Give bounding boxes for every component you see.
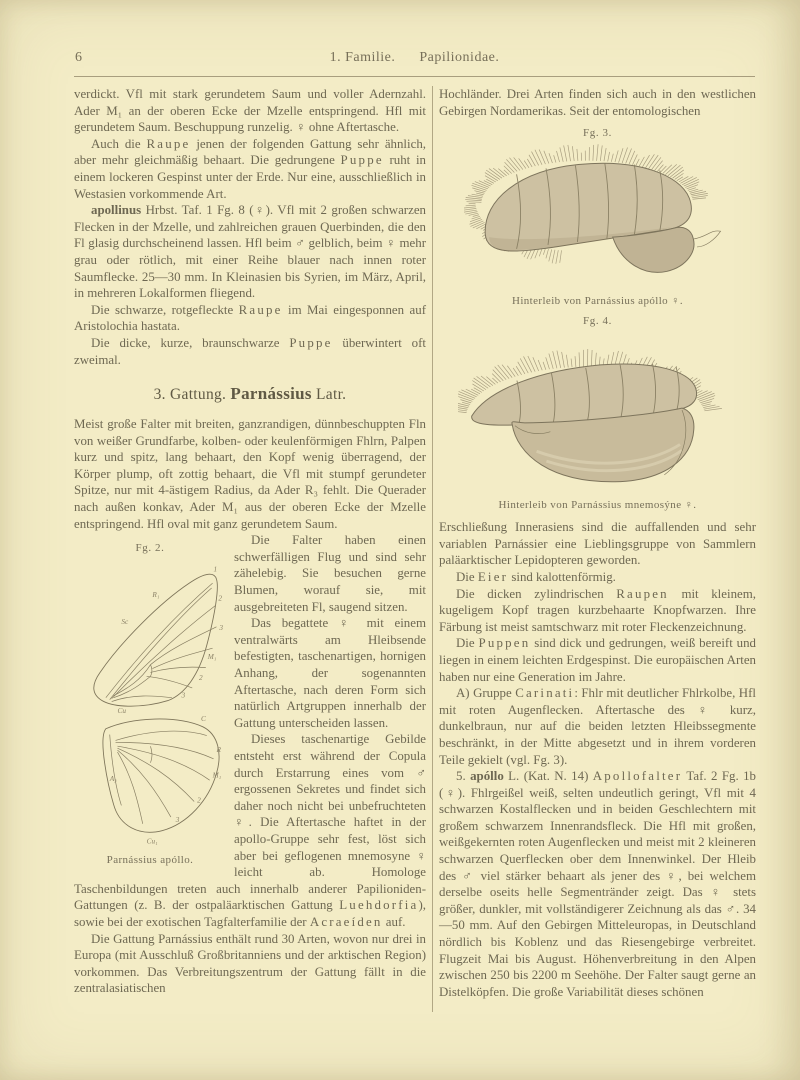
svg-text:2: 2 [197,796,201,805]
figure3-label: Fg. 3. [583,127,612,140]
svg-text:Cu₁: Cu₁ [146,837,158,846]
paragraph-erschliessung: Erschließung Innerasiens sind die auffallenden und sehr variablen Parnássier eine Lieblingsgruppe von Sammlern paläarktischer Lepidopteren geworden. [439,520,756,568]
svg-text:R₁: R₁ [152,591,160,600]
svg-text:R: R [216,746,221,755]
paragraph-aftertasche: Das begattete ♀ mit einem ventralwärts am Hleibsende befestigten, taschenartigen, hornigen Anhang, der sogenannten Aftertasche, nach deren Form sich natürlich Artgruppen innerhalb der Gattung unterscheiden lassen. [234,616,426,730]
paragraph-apollo-species: 5. apóllo L. (Kat. N. 14) Apollofalter Taf. 2 Fg. 1b (♀). Fhlrgeißel weiß, selten undeutlich geringt, Vfl mit 4 schwarzen Kostalflecken und in beiden Geschlechtern mit großem schwarzem Innenrandsfleck. Die Hfl mit großen, weißgekernten roten Augenflecken und meist mit 2 kleineren schwarzen Querflecken ober dem Innenwinkel. Der Hleib des ♂ viel stärker behaart als jener des ♀, bei welchem derselbe oseits helle Segmentränder zeigt. Das ♀ stets größer, dunkler, mit vollständigerer Zeichnung als das ♂. 34—50 mm. Auf den Gebirgen Mitteleuropas, in Deutschland nördlich bis Koblenz und das Riesengebirge verbreitet. Flugzeit Mai bis August. Höhenverbreitung in den Alpen zwischen 250 bis 2200 m Seehöhe. Der Falter saugt gerne an Distelköpfen. Die große Variabilität dieses schönen [439,769,756,999]
paragraph-genus-description: Meist große Falter mit breiten, ganzrandigen, dünnbeschuppten Fln von weißer Grundfarbe, kolben- oder keulenförmigen Fhlrn, Palpen kurz und spitz, lang behaart, den Kopf wenig überragend, der Körper plump, oft zottig behaart, die Vfl mit stumpf gerundeter Spitze, nur mit 4-ästigem Radius, da Ader R₃ fehlt. Die Querader nach außen konkav, Ader M₁ aus der oberen Ecke der Mzelle entspringend. Hfl oval mit ganz gerundetem Saum. [74,417,426,531]
svg-text:2: 2 [218,594,223,603]
left-column [74,86,426,1040]
svg-text:M₁: M₁ [212,771,222,780]
figure3-caption: Hinterleib von Parnássius apóllo ♀. [511,295,684,308]
running-head-family: 1. Familie. [329,50,396,65]
svg-text:3: 3 [175,816,180,825]
paragraph-apollinus-raupe: Die schwarze, rotgefleckte Raupe im Mai eingesponnen auf Aristolochia hastata. [74,302,426,334]
figure2-label: Fg. 2. [135,542,165,555]
figure4 [439,315,756,511]
apollo-abdomen-drawing [464,141,732,293]
running-head-name: Papilionidae. [419,50,500,65]
header-rule [74,76,755,77]
figure4-label: Fg. 4. [583,315,612,328]
figure2-section [74,532,426,997]
right-column [439,86,756,1040]
running-head [75,50,754,66]
paragraph-gruppe-carinati: A) Gruppe Carinati: Fhlr mit deutlicher Fhlrkolbe, Hfl mit roten Augenflecken. Aftertasche des ♀ kurz, dunkelbraun, nur auf die beiden letzten Hleibssegmente beschränkt, in der Mitte abgesetzt und in ihrem vorderen Teile gekielt (vgl. Fg. 3). [439,686,756,767]
paragraph-apollinus: apollinus Hrbst. Taf. 1 Fg. 8 (♀). Vfl mit 2 großen schwarzen Flecken in der Mzelle, und zahlreichen grauen Querbinden, die den Fl glasig durchscheinend lassen. Hfl beim ♂ gelblich, beim ♀ mehr grau oder rötlich, mit einer Reihe blauer nach innen roter Saumflecke. 25—30 mm. In Kleinasien bis Syrien, im März, April, in mehreren Lokalformen fliegend. [74,203,426,301]
figure2-caption: Parnássius apóllo. [106,854,194,867]
svg-text:3: 3 [219,624,224,633]
paragraph-eier: Die Eier sind kalottenförmig. [456,569,616,584]
mnemosyne-abdomen-drawing [458,329,738,497]
paragraph-puppen: Die Puppen sind dick und gedrungen, weiß bereift und liegen in einem leichten Erdgespinst. Die europäischen Arten haben nur eine Generation im Jahre. [439,636,756,684]
two-column-text [74,86,756,1040]
svg-text:3: 3 [181,691,186,700]
paragraph-continuation: verdickt. Vfl mit stark gerundetem Saum und voller Adernzahl. Ader M₁ an der oberen Ecke der Mzelle entspringend. Hfl mit gerundetem Saum. Beschuppung runzelig. ♀ ohne Aftertasche. [74,87,426,135]
paragraph-raupe-puppe: Auch die Raupe jenen der folgenden Gattung sehr ähnlich, aber mehr gleichmäßig behaart. Die gedrungene Puppe ruht in einem lockeren Gespinst unter der Erde. Nur eine, ausschließlich in Westasien vorkommende Art. [74,136,426,201]
figure4-caption: Hinterleib von Parnássius mnemosýne ♀. [498,499,697,512]
svg-text:1: 1 [213,565,218,574]
figure2 [74,534,226,874]
paragraph-copula: Dieses taschenartige Gebilde entsteht erst während der Copula durch Erstarrung eines vom ♂ ergossenen Sekretes und findet sich daher noch nicht bei unbefruchteten ♀. Die Aftertasche haftet in der apollo-Gruppe sehr fest, löst sich aber bei geflogenen mnemosyne ♀ leicht ab. Homologe Taschenbildungen treten auch innerhalb anderer Papilioniden-Gattungen (z. B. der ostpaläarktischen Gattung Luehdorfia), sowie bei der exotischen Tagfalterfamilie der Acraeíden auf. [74,732,426,929]
hindwing-outline [103,719,219,832]
svg-text:Sc: Sc [121,618,129,627]
figure3 [439,127,756,307]
paragraph-raupen: Die dicken zylindrischen Raupen mit kleinem, kugeligem Kopf tragen kurzbehaarte Knopfwarzen. Ihre Färbung ist meist samtschwarz mit roter Fleckenzeichnung. [439,586,756,634]
wing-venation-diagram [74,556,226,852]
paragraph-hochlaender: Hochländer. Drei Arten finden sich auch in den westlichen Gebirgen Nordamerikas. Seit der entomologischen [439,87,756,118]
genus-heading: 3. Gattung. Parnássius Latr. [153,384,347,404]
paragraph-falter-flug: Die Falter haben einen schwerfälligen Flug und sind sehr zähelebig. Sie besuchen gerne Blumen, worauf sie, mit ausgebreiteten Fl, saugend sitzen. [234,533,426,614]
paragraph-gattung-arten: Die Gattung Parnássius enthält rund 30 Arten, wovon nur drei in Europa (mit Ausschluß Großbritanniens und der arktischen Region) vorkommen. Das Verbreitungszentrum der Gattung fällt in die zentralasiatischen [74,931,426,996]
column-divider-rule [432,86,433,1012]
svg-text:C: C [200,715,206,724]
svg-text:2: 2 [199,674,203,683]
paragraph-apollinus-puppe: Die dicke, kurze, braunschwarze Puppe überwintert oft zweimal. [74,335,426,367]
svg-text:M₁: M₁ [207,653,217,662]
page-number: 6 [75,50,82,65]
svg-text:Cu: Cu [117,707,126,716]
svg-text:A₃: A₃ [109,775,117,784]
